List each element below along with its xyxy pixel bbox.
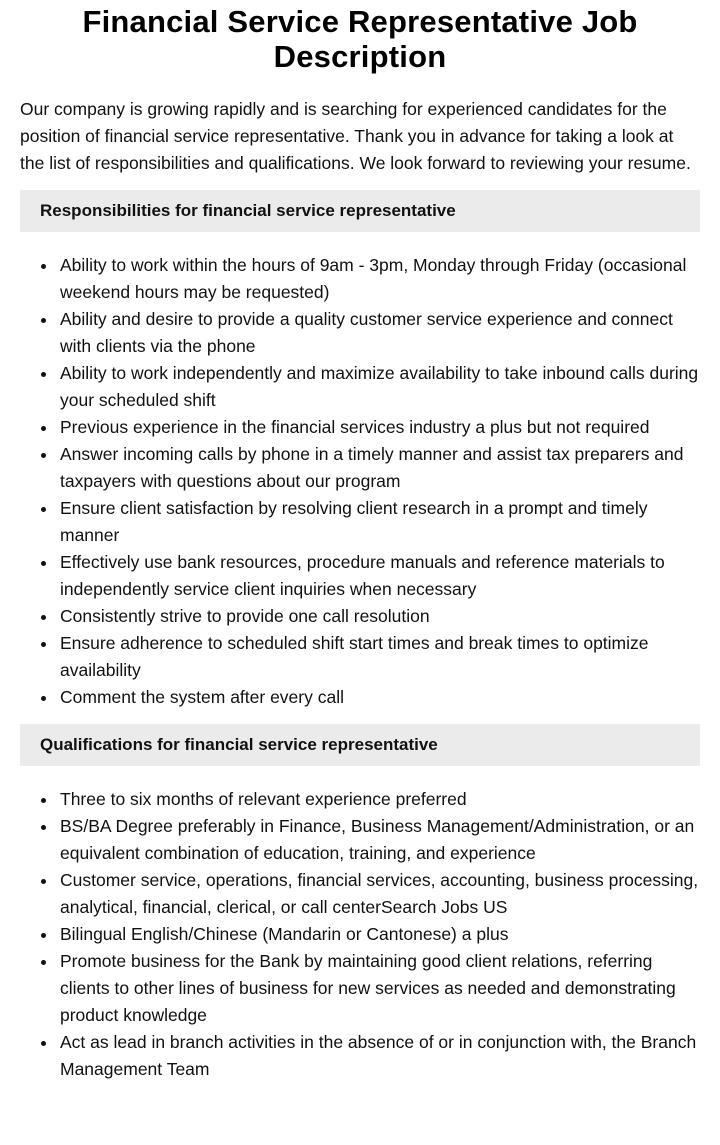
- list-item: Act as lead in branch activities in the absence of or in conjunction with, the Branch Management Team: [20, 1029, 700, 1083]
- list-item: Bilingual English/Chinese (Mandarin or Cantonese) a plus: [20, 921, 700, 948]
- list-item: Ability to work independently and maximize availability to take inbound calls during your scheduled shift: [20, 360, 700, 414]
- list-item: BS/BA Degree preferably in Finance, Business Management/Administration, or an equivalent combination of education, training, and experience: [20, 813, 700, 867]
- responsibilities-list: [20, 252, 700, 711]
- bullet-icon: [41, 933, 46, 938]
- intro-paragraph: Our company is growing rapidly and is searching for experienced candidates for the position of financial service representative. Thank you in advance for taking a look at the list of responsibilities and qualifications. We look forward to reviewing your resume.: [20, 99, 691, 173]
- bullet-icon: [41, 453, 46, 458]
- list-item: Effectively use bank resources, procedure manuals and reference materials to independently service client inquiries when necessary: [20, 549, 700, 603]
- bullet-icon: [41, 372, 46, 377]
- bullet-icon: [41, 642, 46, 647]
- list-item: Ensure adherence to scheduled shift start times and break times to optimize availability: [20, 630, 700, 684]
- qualifications-list: [20, 786, 700, 1083]
- list-item: Previous experience in the financial services industry a plus but not required: [20, 414, 700, 441]
- bullet-icon: [41, 318, 46, 323]
- bullet-icon: [41, 426, 46, 431]
- bullet-icon: [41, 798, 46, 803]
- bullet-icon: [41, 561, 46, 566]
- list-item: Ability to work within the hours of 9am - 3pm, Monday through Friday (occasional weekend hours may be requested): [20, 252, 700, 306]
- bullet-icon: [41, 879, 46, 884]
- bullet-icon: [41, 264, 46, 269]
- list-item: Customer service, operations, financial services, accounting, business processing, analytical, financial, clerical, or call centerSearch Jobs US: [20, 867, 700, 921]
- bullet-icon: [41, 1041, 46, 1046]
- qualifications-heading: Qualifications for financial service representative: [20, 724, 700, 766]
- page-title: Financial Service Representative Job Description: [82, 4, 638, 74]
- list-item: Comment the system after every call: [20, 684, 700, 711]
- list-item: Ensure client satisfaction by resolving client research in a prompt and timely manner: [20, 495, 700, 549]
- responsibilities-heading: Responsibilities for financial service representative: [20, 190, 700, 232]
- list-item: Answer incoming calls by phone in a timely manner and assist tax preparers and taxpayers with questions about our program: [20, 441, 700, 495]
- list-item: Promote business for the Bank by maintaining good client relations, referring clients to other lines of business for new services as needed and demonstrating product knowledge: [20, 948, 700, 1029]
- bullet-icon: [41, 507, 46, 512]
- bullet-icon: [41, 615, 46, 620]
- bullet-icon: [41, 960, 46, 965]
- bullet-icon: [41, 696, 46, 701]
- list-item: Three to six months of relevant experience preferred: [20, 786, 700, 813]
- list-item: Consistently strive to provide one call resolution: [20, 603, 700, 630]
- bullet-icon: [41, 825, 46, 830]
- list-item: Ability and desire to provide a quality customer service experience and connect with clients via the phone: [20, 306, 700, 360]
